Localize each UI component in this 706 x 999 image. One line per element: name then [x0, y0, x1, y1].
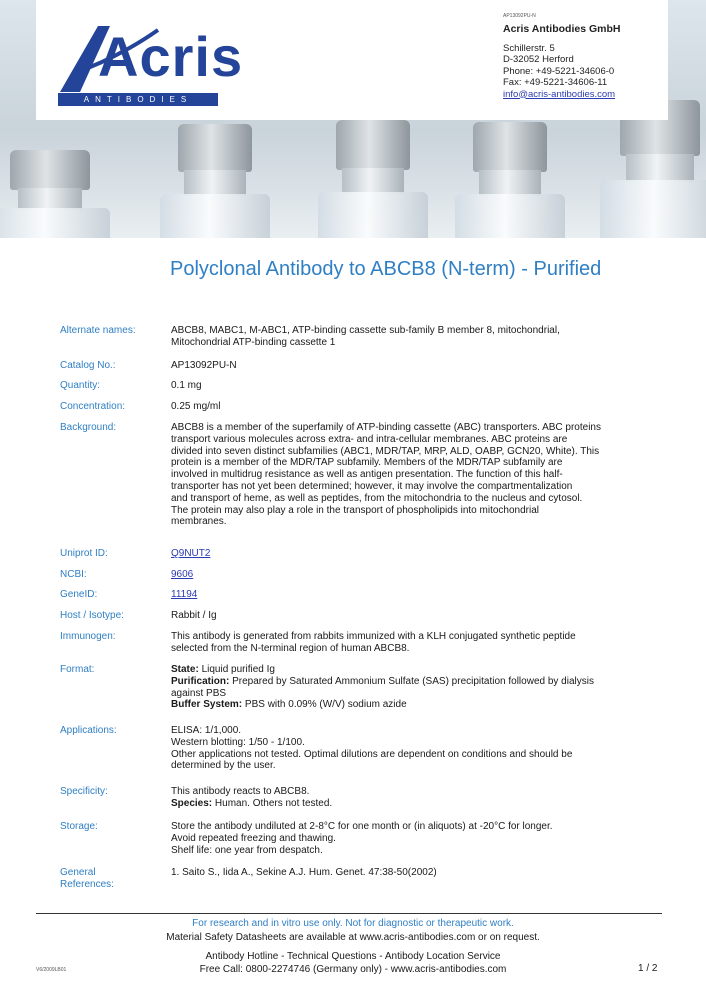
applications-label: Applications:: [60, 725, 117, 736]
text-line: This antibody is generated from rabbits immunized with a KLH conjugated synthetic peptide: [171, 631, 576, 642]
text-line: This antibody reacts to ABCB8.: [171, 786, 310, 797]
text-line: Mitochondrial ATP-binding cassette 1: [171, 336, 336, 348]
phone-line: Phone: +49-5221-34606-0: [503, 65, 615, 77]
format-label: Format:: [60, 664, 95, 675]
text-line: ABCB8 is a member of the superfamily of ATP-binding cassette (ABC) transporters. ABC proteins: [171, 422, 601, 433]
vial-image-4: [455, 122, 565, 238]
quantity-value: 0.1 mg: [171, 380, 202, 391]
vial-image-5: [600, 100, 706, 238]
alternate-names-label: Alternate names:: [60, 325, 136, 336]
format-value: [171, 664, 661, 711]
host-isotype-value: Rabbit / Ig: [171, 610, 217, 621]
version-code: V6/2009LB01: [36, 967, 67, 973]
background-label: Background:: [60, 422, 117, 433]
ncbi-label: NCBI:: [60, 569, 87, 580]
company-address-block: [503, 12, 620, 100]
address-line: D-32052 Herford: [503, 54, 574, 65]
text-line: Avoid repeated freezing and thawing.: [171, 832, 336, 844]
format-state: State: Liquid purified Ig: [171, 664, 275, 675]
applications-value: [171, 725, 661, 772]
label-line: References:: [60, 879, 114, 890]
vial-image-2: [160, 124, 270, 238]
immunogen-label: Immunogen:: [60, 631, 116, 642]
hotline-text: Antibody Hotline - Technical Questions - Antibody Location Service: [205, 951, 501, 962]
text-line: transporter has not yet been determined; however, it may involve the compartmentalization: [171, 480, 573, 492]
host-isotype-label: Host / Isotype:: [60, 610, 124, 621]
text-line: ABCB8, MABC1, M-ABC1, ATP-binding cassette sub-family B member 8, mitochondrial,: [171, 325, 560, 336]
concentration-value: 0.25 mg/ml: [171, 401, 221, 412]
text-line: Shelf life: one year from despatch.: [171, 844, 323, 856]
uniprot-label: Uniprot ID:: [60, 548, 108, 559]
references-value: 1. Saito S., Iida A., Sekine A.J. Hum. Genet. 47:38-50(2002): [171, 867, 437, 878]
header-catalog-number: AP13092PU-N: [503, 13, 536, 19]
address-line: Schillerstr. 5: [503, 42, 555, 54]
uniprot-value: [171, 548, 661, 560]
immunogen-value: [171, 631, 661, 655]
logo-tagline: ANTIBODIES: [58, 93, 218, 106]
page-title: Polyclonal Antibody to ABCB8 (N-term) - Purified: [170, 258, 602, 280]
format-purification: Purification: Prepared by Saturated Ammonium Sulfate (SAS) precipitation followed by dialysis: [171, 675, 594, 687]
text-line: divided into seven distinct subfamilies (ABC1, MDR/TAP, MRP, ALD, OABP, GCN20, White). This: [171, 445, 600, 457]
storage-value: [171, 821, 661, 856]
text-line: The protein may also play a role in the transport of phospholipids into mitochondrial: [171, 504, 539, 516]
msds-notice: Material Safety Datasheets are available at www.acris-antibodies.com or on request.: [166, 932, 540, 943]
text-line: and transport of heme, as well as peptides, from the mitochondria to the nucleus and cytosol.: [171, 492, 583, 504]
uniprot-link[interactable]: Q9NUT2: [171, 548, 211, 559]
free-call-text: Free Call: 0800-2274746 (Germany only) - www.acris-antibodies.com: [199, 964, 507, 975]
alternate-names-value: [171, 325, 661, 349]
vial-image-1: [0, 150, 110, 238]
concentration-label: Concentration:: [60, 401, 126, 412]
catalog-no-label: Catalog No.:: [60, 360, 116, 371]
catalog-no-value: AP13092PU-N: [171, 360, 237, 371]
page-number: 1 / 2: [638, 963, 658, 974]
text-line: Western blotting: 1/50 - 1/100.: [171, 736, 305, 748]
text-line: membranes.: [171, 516, 227, 528]
format-purification-cont: against PBS: [171, 687, 227, 699]
geneid-value: [171, 589, 661, 601]
text-line: Store the antibody undiluted at 2-8°C for one month or (in aliquots) at -20°C for longer.: [171, 821, 553, 832]
specificity-species: Species: Human. Others not tested.: [171, 797, 333, 809]
research-use-notice: For research and in vitro use only. Not for diagnostic or therapeutic work.: [192, 918, 514, 929]
format-buffer: Buffer System: PBS with 0.09% (W/V) sodium azide: [171, 699, 407, 711]
text-line: transport various molecules across extra- and intra-cellular membranes. ABC proteins are: [171, 433, 568, 445]
geneid-label: GeneID:: [60, 589, 98, 600]
references-label: [60, 867, 114, 891]
email-link[interactable]: info@acris-antibodies.com: [503, 88, 616, 100]
logo-wordmark: Acris: [98, 25, 244, 88]
quantity-label: Quantity:: [60, 380, 101, 391]
text-line: Other applications not tested. Optimal dilutions are dependent on conditions and should be: [171, 748, 573, 760]
specificity-value: [171, 786, 661, 810]
storage-label: Storage:: [60, 821, 98, 832]
footer-divider: [36, 913, 662, 914]
ncbi-value: [171, 569, 661, 581]
label-line: General: [60, 867, 96, 878]
text-line: involved in multidrug resistance as well as antigen presentation. The function of this half-: [171, 469, 563, 481]
geneid-link[interactable]: 11194: [171, 589, 198, 600]
text-line: ELISA: 1/1,000.: [171, 725, 242, 736]
specificity-label: Specificity:: [60, 786, 108, 797]
vial-image-3: [318, 120, 428, 238]
company-name: Acris Antibodies GmbH: [503, 23, 621, 35]
acris-logo: [58, 22, 244, 108]
fax-line: Fax: +49-5221-34606-11: [503, 77, 608, 88]
ncbi-link[interactable]: 9606: [171, 569, 194, 580]
background-value: [171, 422, 661, 528]
text-line: selected from the N-terminal region of human ABCB8.: [171, 642, 410, 654]
text-line: determined by the user.: [171, 760, 276, 772]
text-line: protein is a member of the MDR/TAP subfamily. Members of the MDR/TAP subfamily are: [171, 457, 563, 469]
